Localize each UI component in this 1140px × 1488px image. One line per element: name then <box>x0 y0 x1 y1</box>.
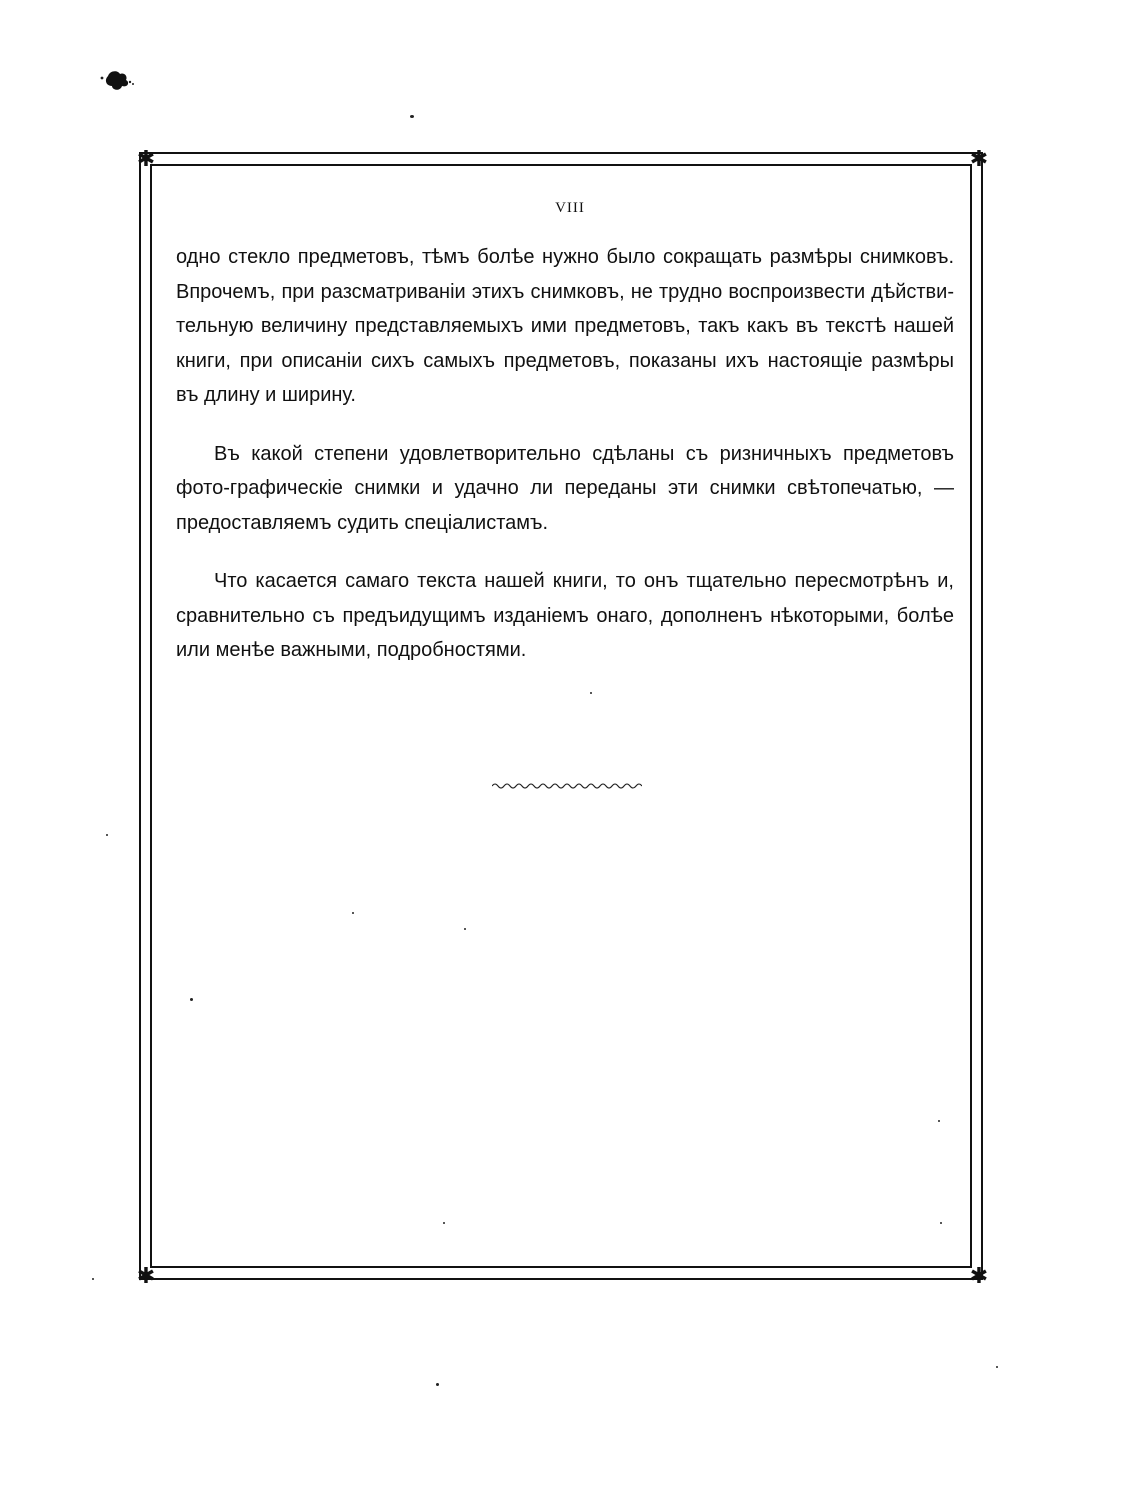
paragraph: Что касается самаго текста нашей книги, то онъ тщательно пересмотрѣнъ и, сравнительно съ предъидущимъ изданiемъ онаго, дополненъ нѣкоторыми, болѣе или менѣе важными, подробностями. <box>176 570 954 661</box>
corner-rosette-icon: ✱ <box>969 1263 989 1288</box>
speck <box>996 1366 998 1368</box>
paragraph: Въ какой степени удовлетворительно сдѣланы съ ризничныхъ предметовъ фото-графическiе снимки и удачно ли переданы эти снимки свѣтопечатью, — предоставляемъ судить спецiалистамъ. <box>176 442 954 534</box>
speck <box>190 998 193 1001</box>
speck <box>436 1383 439 1386</box>
corner-rosette-icon: ✱ <box>969 146 989 171</box>
speck <box>464 928 466 930</box>
speck <box>940 1222 942 1224</box>
page-number: VIII <box>555 200 585 216</box>
paragraph: одно стекло предметовъ, тѣмъ болѣе нужно было сокращать размѣры снимковъ. Впрочемъ, при разсматриванiи этихъ снимковъ, не трудно воспроизвести дѣйстви-тельную величину представляемыхъ ими предметовъ, такъ какъ въ текстѣ нашей книги, при описанiи сихъ самыхъ предметовъ, показаны ихъ настоящiе размѣры въ длину и ширину. <box>176 246 954 406</box>
ink-blot-icon <box>100 66 140 96</box>
speck <box>352 912 354 914</box>
speck <box>106 834 108 836</box>
wavy-line-ornament-icon <box>492 781 642 791</box>
body-text <box>176 240 954 668</box>
speck <box>938 1120 940 1122</box>
speck <box>443 1222 445 1224</box>
speck <box>410 115 414 118</box>
corner-rosette-icon: ✱ <box>136 1263 156 1288</box>
corner-rosette-icon: ✱ <box>136 146 156 171</box>
speck <box>92 1278 94 1280</box>
speck <box>590 692 592 694</box>
